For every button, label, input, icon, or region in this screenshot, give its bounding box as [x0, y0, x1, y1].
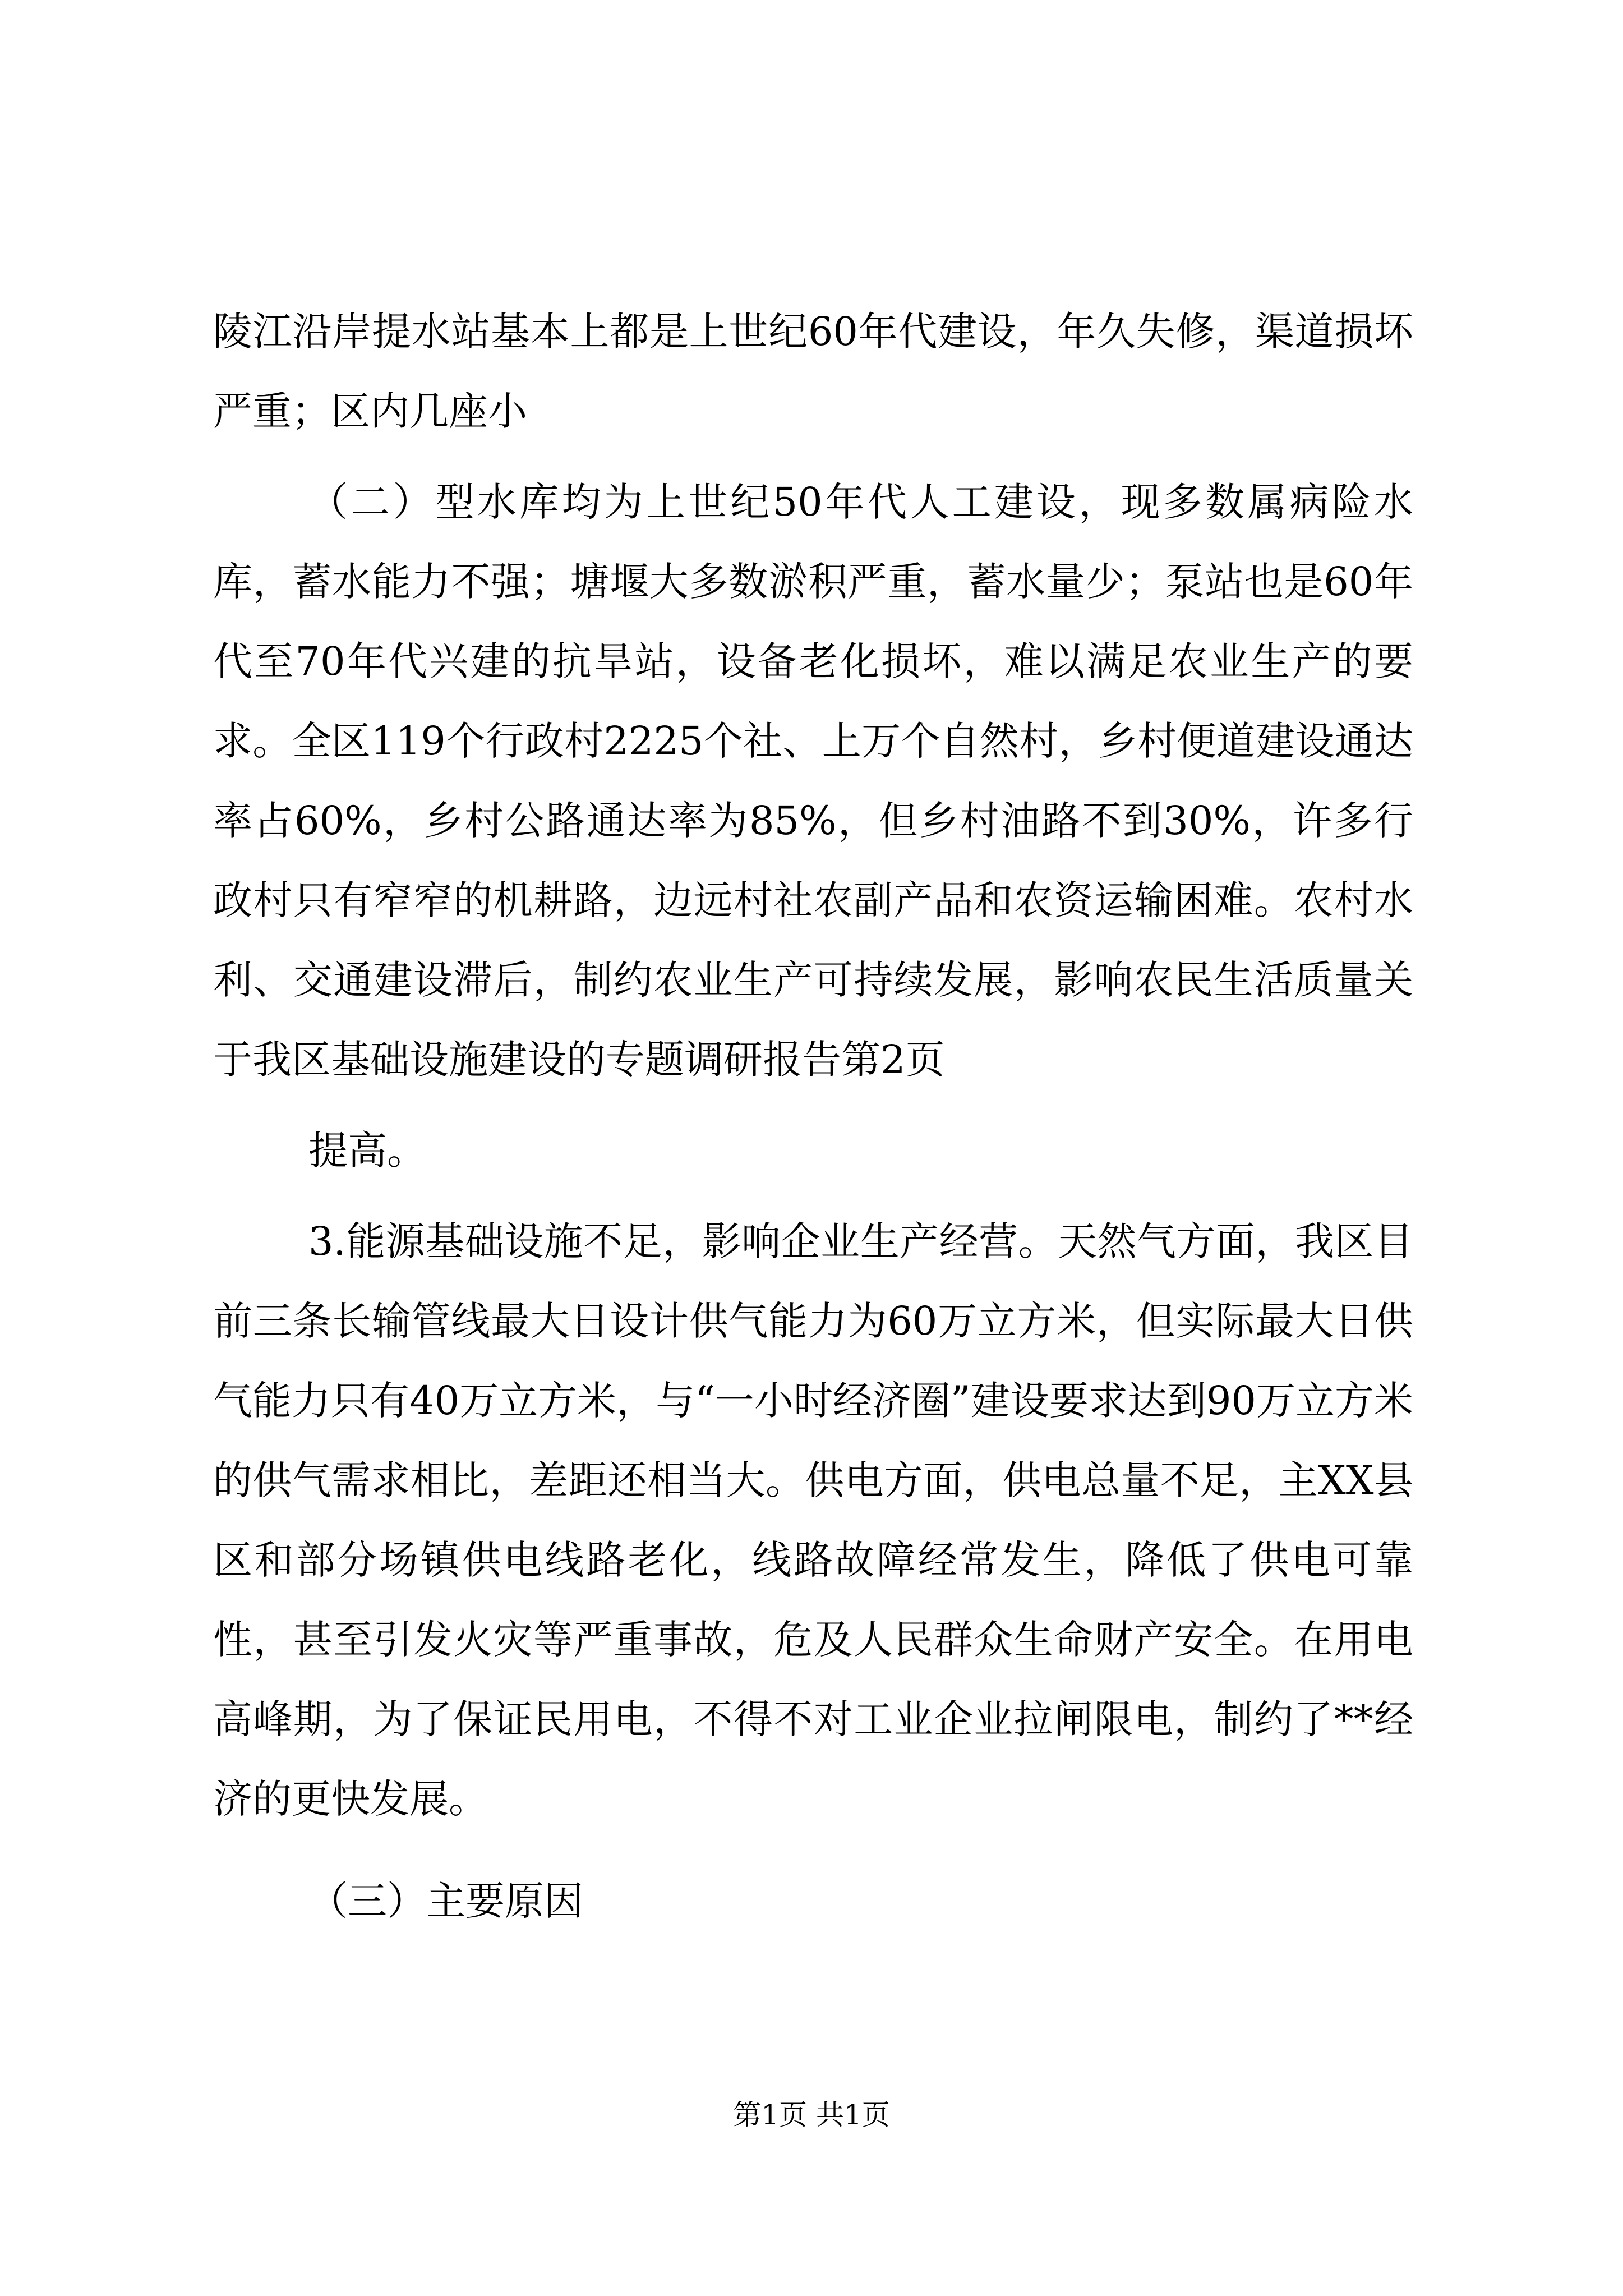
- paragraph-energy: 3.能源基础设施不足，影响企业生产经营。天然气方面，我区目前三条长输管线最大日设计供气能力为60万立方米，但实际最大日供气能力只有40万立方米，与“一小时经济圈”建设要求达到90万立方米的供气需求相比，差距还相当大。供电方面，供电总量不足，主XX县区和部分场镇供电线路老化，线路故障经常发生，降低了供电可靠性，甚至引发火灾等严重事故，危及人民群众生命财产安全。在用电高峰期，为了保证民用电，不得不对工业企业拉闸限电，制约了**经济的更快发展。: [213, 1218, 1413, 1822]
- section-heading-main-reasons: （三）主要原因: [308, 1878, 583, 1924]
- paragraph-intro: 陵江沿岸提水站基本上都是上世纪60年代建设，年久失修，渠道损坏严重；区内几座小: [213, 309, 1413, 434]
- document-body: [213, 292, 1413, 1941]
- paragraph-improve: 提高。: [308, 1128, 426, 1174]
- page-footer: 第1页 共1页: [733, 2099, 890, 2131]
- paragraph-section-two: （二）型水库均为上世纪50年代人工建设，现多数属病险水库，蓄水能力不强；塘堰大多数淤积严重，蓄水量少；泵站也是60年代至70年代兴建的抗旱站，设备老化损坏，难以满足农业生产的要求。全区119个行政村2225个社、上万个自然村，乡村便道建设通达率占60%，乡村公路通达率为85%，但乡村油路不到30%，许多行政村只有窄窄的机耕路，边远村社农副产品和农资运输困难。农村水利、交通建设滞后，制约农业生产可持续发展，影响农民生活质量关于我区基础设施建设的专题调研报告第2页: [213, 479, 1413, 1083]
